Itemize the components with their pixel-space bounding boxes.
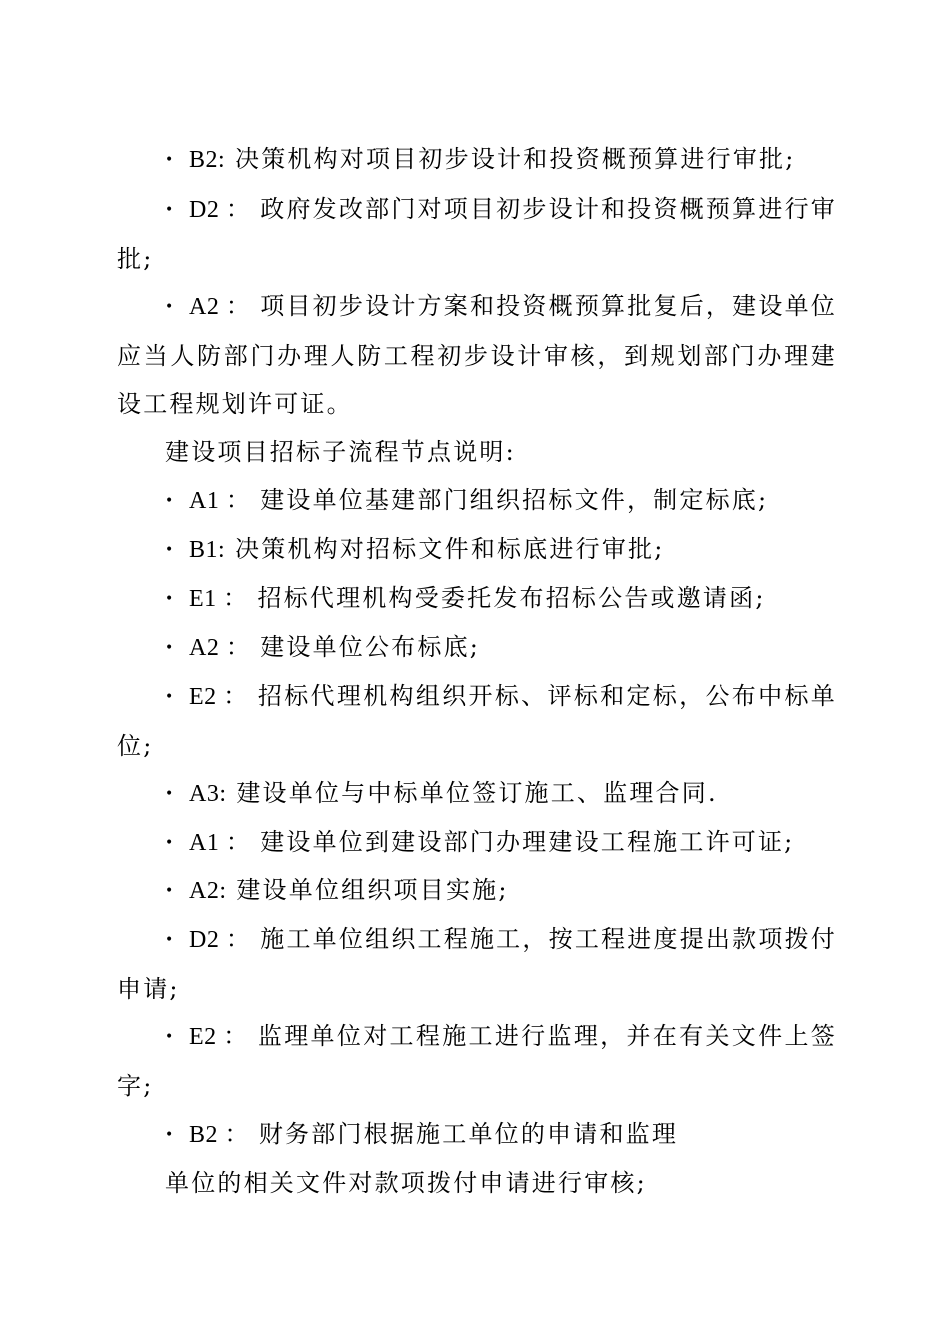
node-code: A1 ： (189, 830, 251, 856)
bullet-point: • (165, 1127, 176, 1143)
bullet-point: • (165, 786, 176, 802)
list-item (117, 282, 837, 429)
node-description: 建设单位到建设部门办理建设工程施工许可证; (260, 828, 795, 856)
list-item (117, 866, 837, 916)
bullet-point: • (165, 883, 176, 899)
section-heading (117, 428, 837, 477)
node-code: B1: (189, 537, 226, 563)
node-code: A2: (189, 878, 227, 904)
list-item (117, 818, 837, 868)
continuation-line (117, 1159, 837, 1208)
bullet-point: • (165, 689, 176, 705)
bullet-point: • (165, 1029, 176, 1045)
node-description: 施工单位组织工程施工，按工程进度提出款项拨付申请; (117, 925, 837, 1003)
node-code: A1 ： (189, 488, 251, 514)
node-code: E1 ： (189, 586, 248, 612)
list-item (117, 623, 837, 673)
list-item (117, 915, 837, 1013)
bullet-point: • (165, 202, 176, 218)
node-code: B2: (189, 147, 226, 173)
node-description: 项目初步设计方案和投资概预算批复后，建设单位应当人防部门办理人防工程初步设计审核，到规划部门办理建设工程规划许可证。 (117, 292, 837, 418)
list-item (117, 135, 837, 185)
node-description: 决策机构对项目初步设计和投资概预算进行审批; (235, 145, 796, 173)
node-code: E2 ： (189, 1024, 248, 1050)
list-item (117, 672, 837, 770)
node-code: A2 ： (189, 635, 251, 661)
bullet-point: • (165, 152, 176, 168)
list-item (117, 769, 837, 819)
continuation-text: 单位的相关文件对款项拨付申请进行审核; (165, 1169, 647, 1197)
bullet-point: • (165, 542, 176, 558)
node-code: A2 ： (189, 294, 251, 320)
list-item (117, 476, 837, 526)
node-description: 政府发改部门对项目初步设计和投资概预算进行审批; (117, 195, 837, 273)
bullet-point: • (165, 835, 176, 851)
node-description: 招标代理机构受委托发布招标公告或邀请函; (257, 584, 766, 612)
node-description: 监理单位对工程施工进行监理，并在有关文件上签字; (117, 1022, 837, 1100)
bullet-point: • (165, 299, 176, 315)
bullet-point: • (165, 493, 176, 509)
section-heading-text: 建设项目招标子流程节点说明: (165, 438, 516, 466)
node-code: D2 ： (189, 927, 251, 953)
list-item (117, 185, 837, 283)
node-description: 决策机构对招标文件和标底进行审批; (235, 535, 665, 563)
node-description: 建设单位公布标底; (260, 633, 481, 661)
bullet-point: • (165, 640, 176, 656)
node-description: 建设单位组织项目实施; (236, 876, 509, 904)
node-description: 财务部门根据施工单位的申请和监理 (258, 1120, 679, 1148)
bullet-point: • (165, 932, 176, 948)
node-description: 招标代理机构组织开标、评标和定标，公布中标单位; (117, 682, 837, 760)
node-code: E2 ： (189, 684, 248, 710)
node-code: A3: (189, 781, 227, 807)
list-item (117, 525, 837, 575)
node-code: B2 ： (189, 1122, 250, 1148)
bullet-point: • (165, 591, 176, 607)
node-description: 建设单位与中标单位签订施工、监理合同. (236, 779, 718, 807)
list-item (117, 1012, 837, 1110)
node-code: D2 ： (189, 197, 251, 223)
list-item (117, 1110, 837, 1160)
list-item (117, 574, 837, 624)
node-description: 建设单位基建部门组织招标文件，制定标底; (260, 486, 769, 514)
